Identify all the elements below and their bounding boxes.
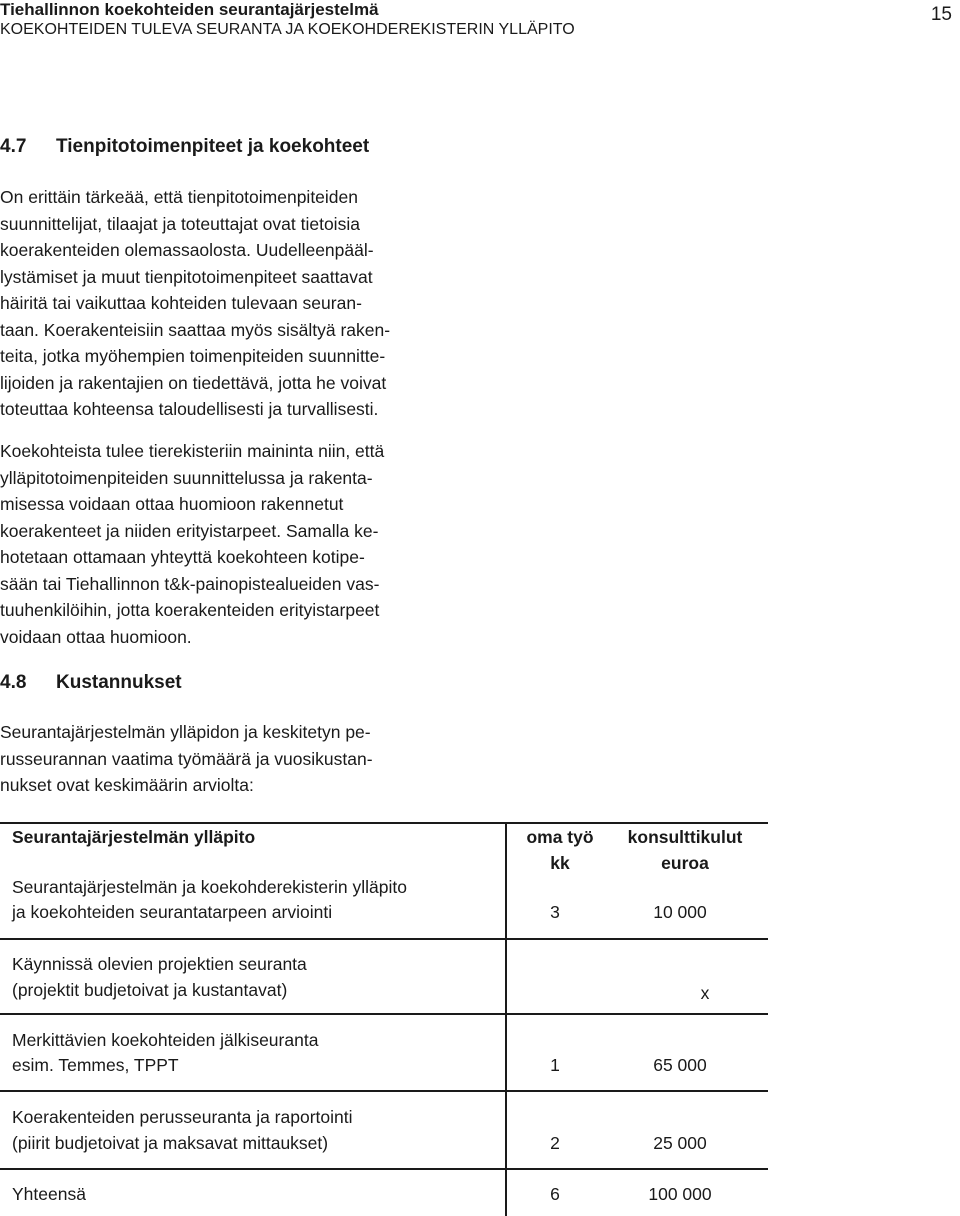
- table-row-work: 1: [550, 1055, 560, 1075]
- section-number: 4.7: [0, 136, 27, 157]
- table-total-cost: 100 000: [648, 1184, 712, 1204]
- table-row-cost: 10 000: [653, 902, 707, 922]
- text-line: misessa voidaan ottaa huomioon rakennetut: [0, 494, 344, 514]
- table-rule: [0, 1090, 768, 1092]
- text-line: koerakenteiden olemassaolosta. Uudelleenpääl-: [0, 240, 374, 260]
- table-column-divider: [505, 822, 507, 1216]
- text-line: suunnittelijat, tilaajat ja toteuttajat ovat tietoisia: [0, 213, 360, 234]
- table-header-label: Seurantajärjestelmän ylläpito: [12, 827, 256, 847]
- table-row-work: 2: [550, 1133, 560, 1153]
- table-row-label: (piirit budjetoivat ja maksavat mittaukset): [12, 1133, 329, 1153]
- text-line: koerakenteet ja niiden erityistarpeet. Samalla ke-: [0, 520, 379, 541]
- text-line: hotetaan ottamaan yhteyttä koekohteen kotipe-: [0, 547, 365, 567]
- text-line: Seurantajärjestelmän ylläpidon ja keskitetyn pe-: [0, 722, 371, 742]
- table-rule: [0, 1013, 768, 1015]
- table-row-label: ja koekohteiden seurantatarpeen arviointi: [12, 902, 333, 922]
- table-row-cost: 65 000: [653, 1055, 707, 1075]
- paragraph-1: [0, 184, 456, 423]
- section-heading-4-7: [0, 135, 369, 159]
- text-line: teita, jotka myöhempien toimenpiteiden suunnitte-: [0, 346, 386, 366]
- table-row-label: Koerakenteiden perusseuranta ja raportointi: [12, 1107, 353, 1127]
- table-row-label: Seurantajärjestelmän ja koekohderekisterin ylläpito: [12, 877, 407, 897]
- paragraph-3: [0, 719, 456, 799]
- table-row-label: Merkittävien koekohteiden jälkiseuranta: [12, 1030, 319, 1050]
- text-line: lijoiden ja rakentajien on tiedettävä, jotta he voivat: [0, 372, 387, 393]
- table-header-cost: konsulttikulut: [627, 827, 743, 847]
- page-number: 15: [930, 4, 952, 25]
- text-line: ylläpitotoimenpiteiden suunnittelussa ja rakenta-: [0, 467, 373, 488]
- text-line: On erittäin tärkeää, että tienpitotoimenpiteiden: [0, 187, 358, 207]
- section-heading-4-8: [0, 671, 182, 695]
- text-line: toteuttaa kohteensa taloudellisesti ja turvallisesti.: [0, 399, 379, 419]
- document-title: Tiehallinnon koekohteiden seurantajärjestelmä: [0, 0, 379, 19]
- table-total-label: Yhteensä: [12, 1184, 86, 1204]
- table-row-label: (projektit budjetoivat ja kustantavat): [12, 980, 288, 1000]
- text-line: Koekohteista tulee tierekisteriin mainintа niin, että: [0, 441, 385, 461]
- paragraph-2: [0, 438, 456, 650]
- text-line: russeurannan vaatima työmäärä ja vuosikustan-: [0, 748, 373, 769]
- section-title: Kustannukset: [56, 672, 182, 693]
- table-header-work: oma työ: [526, 827, 594, 847]
- text-line: lystämiset ja muut tienpitotoimenpiteet saattavat: [0, 266, 373, 287]
- text-line: häiritä tai vaikuttaa kohteiden tulevaan seuran-: [0, 293, 362, 313]
- section-title: Tienpitotoimenpiteet ja koekohteet: [56, 136, 370, 157]
- table-total-work: 6: [550, 1184, 560, 1204]
- text-line: sään tai Tiehallinnon t&k-painopistealueiden vas-: [0, 573, 380, 594]
- table-row-label: esim. Temmes, TPPT: [12, 1055, 179, 1075]
- document-subtitle: KOEKOHTEIDEN TULEVA SEURANTA JA KOEKOHDEREKISTERIN YLLÄPITO: [0, 21, 575, 38]
- table-rule: [0, 938, 768, 940]
- table-rule: [0, 1168, 768, 1170]
- table-row-work: 3: [550, 902, 560, 922]
- section-number: 4.8: [0, 672, 27, 693]
- text-line: voidaan ottaa huomioon.: [0, 626, 192, 647]
- table-header-cost-unit: euroa: [661, 853, 709, 873]
- table-row-cost: x: [700, 983, 710, 1003]
- table-row-cost: 25 000: [653, 1133, 707, 1153]
- text-line: tuuhenkilöihin, jotta koerakenteiden erityistarpeet: [0, 600, 380, 620]
- text-line: taan. Koerakenteisiin saattaa myös sisältyä raken-: [0, 319, 391, 340]
- table-header-work-unit: kk: [550, 853, 570, 873]
- table-row-label: Käynnissä olevien projektien seuranta: [12, 954, 307, 974]
- text-line: nukset ovat keskimäärin arviolta:: [0, 775, 254, 795]
